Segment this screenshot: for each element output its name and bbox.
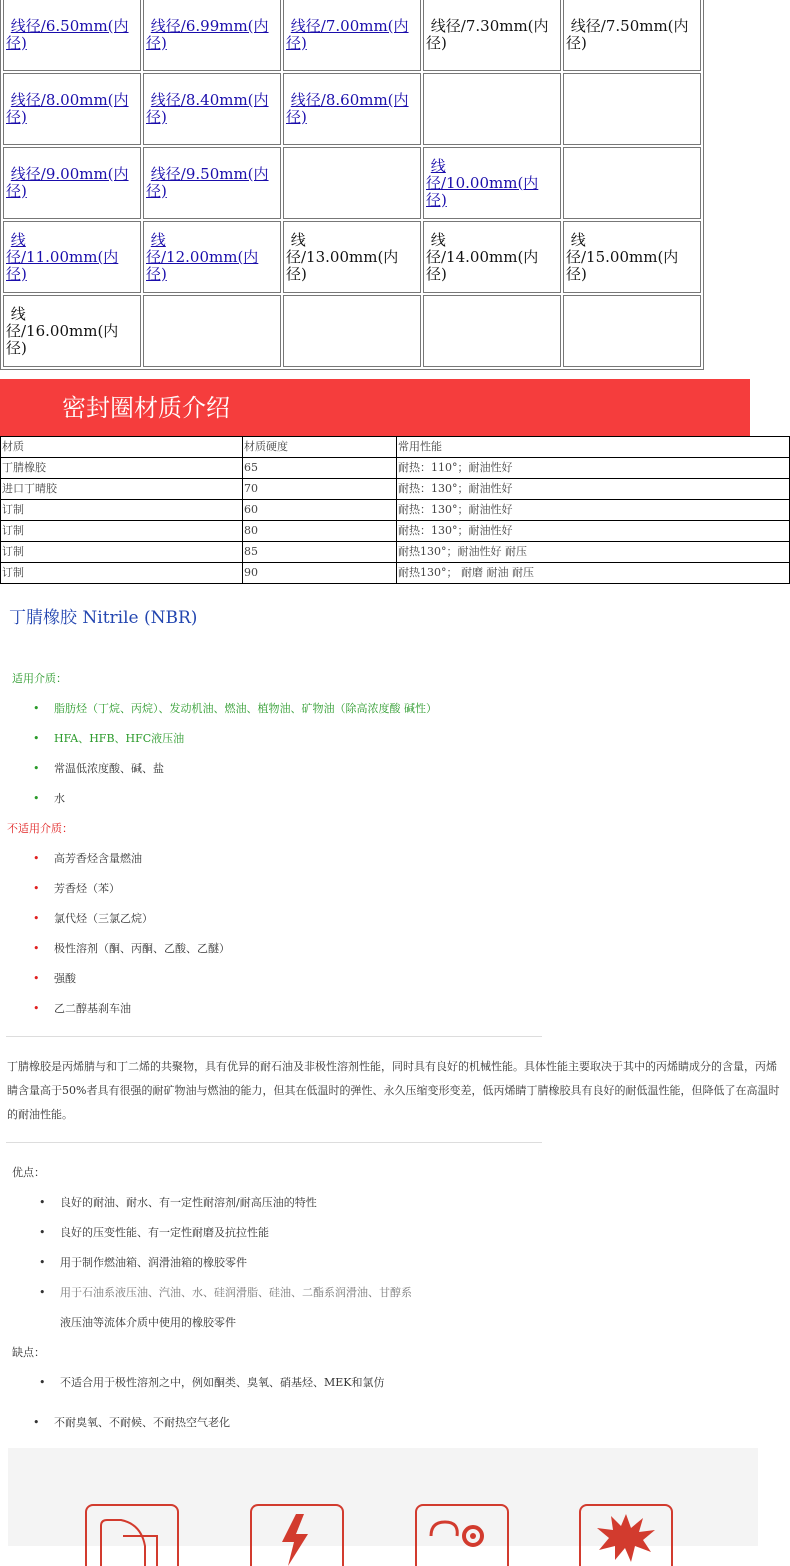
feature-icons-panel (8, 1448, 758, 1546)
burst-icon (581, 1506, 671, 1566)
size-grid-cell (563, 221, 701, 293)
size-grid-cell (143, 295, 281, 367)
size-grid-cell[interactable] (143, 221, 281, 293)
table-cell: 订制 (1, 563, 243, 584)
table-cell: 进口丁晴胶 (1, 479, 243, 500)
table-cell: 订制 (1, 542, 243, 563)
size-grid-cell (3, 295, 141, 367)
table-cell: 耐热130°； 耐磨 耐油 耐压 (397, 563, 790, 584)
size-grid-row (3, 295, 701, 367)
size-grid-cell (283, 295, 421, 367)
size-grid-row (3, 221, 701, 293)
size-label: 线径/7.50mm(内径) (566, 17, 689, 52)
pros-item: 用于制作燃油箱、润滑油箱的橡胶零件 (60, 1256, 247, 1269)
size-label: 线径/15.00mm(内径) (566, 230, 679, 283)
size-label: 线径/13.00mm(内径) (286, 230, 399, 283)
material-table-row (1, 542, 790, 563)
bullet-icon: • (39, 1286, 46, 1299)
materials-banner (0, 379, 750, 436)
size-link[interactable]: 线径/10.00mm(内径) (426, 156, 539, 209)
size-link[interactable]: 线径/11.00mm(内径) (6, 230, 119, 283)
unsuitable-item: 氯代烃（三氯乙烷） (54, 912, 153, 925)
size-grid-cell (563, 147, 701, 219)
pros-item: 用于石油系液压油、汽油、水、硅润滑脂、硅油、二酯系润滑油、甘醇系 (60, 1286, 412, 1299)
size-grid-cell[interactable] (3, 0, 141, 71)
table-cell: 订制 (1, 521, 243, 542)
unsuitable-item: 高芳香烃含量燃油 (54, 852, 142, 865)
table-cell: 订制 (1, 500, 243, 521)
size-grid (0, 0, 704, 370)
unsuitable-item: 强酸 (54, 972, 76, 985)
size-link[interactable]: 线径/6.50mm(内径) (6, 17, 129, 52)
pros-item: 良好的压变性能、有一定性耐磨及抗拉性能 (60, 1226, 269, 1239)
size-grid-row (3, 73, 701, 145)
size-grid-cell[interactable] (283, 0, 421, 71)
size-grid-cell[interactable] (3, 221, 141, 293)
lightning-icon (252, 1506, 342, 1566)
pros-item: 良好的耐油、耐水、有一定性耐溶剂/耐高压油的特性 (60, 1196, 317, 1209)
table-cell: 耐热：130°；耐油性好 (397, 500, 790, 521)
table-cell: 耐热：110°；耐油性好 (397, 458, 790, 479)
divider (6, 1142, 542, 1143)
material-table-row (1, 458, 790, 479)
table-cell: 80 (243, 521, 397, 542)
size-grid-cell (563, 295, 701, 367)
size-link[interactable]: 线径/7.00mm(内径) (286, 17, 409, 52)
material-table-row (1, 563, 790, 584)
bullet-icon: • (33, 732, 40, 745)
size-grid-row (3, 147, 701, 219)
size-link[interactable]: 线径/12.00mm(内径) (146, 230, 259, 283)
bullet-icon: • (33, 912, 40, 925)
suitable-item: HFA、HFB、HFC液压油 (54, 732, 185, 745)
table-cell: 85 (243, 542, 397, 563)
bullet-icon: • (33, 972, 40, 985)
document-icon (87, 1506, 177, 1566)
size-link[interactable]: 线径/8.40mm(内径) (146, 91, 269, 126)
bullet-icon: • (39, 1376, 46, 1389)
size-grid-cell (423, 221, 561, 293)
size-grid-cell (563, 0, 701, 71)
table-cell: 丁腈橡胶 (1, 458, 243, 479)
header-cell: 常用性能 (397, 437, 790, 458)
divider (6, 1036, 542, 1037)
size-grid-cell[interactable] (3, 147, 141, 219)
table-cell: 90 (243, 563, 397, 584)
size-grid-cell[interactable] (3, 73, 141, 145)
bullet-icon: • (33, 792, 40, 805)
size-grid-row (3, 0, 701, 71)
table-cell: 耐热：130°；耐油性好 (397, 479, 790, 500)
bullet-icon: • (33, 1002, 40, 1015)
material-table-row (1, 521, 790, 542)
bullet-icon: • (33, 882, 40, 895)
nbr-title: 丁腈橡胶 Nitrile (NBR) (9, 608, 198, 628)
size-grid-cell (283, 221, 421, 293)
suitable-label: 适用介质： (12, 672, 67, 685)
oil-resistance-icon (85, 1504, 179, 1566)
bullet-icon: • (39, 1196, 46, 1209)
size-link[interactable]: 线径/8.00mm(内径) (6, 91, 129, 126)
temperature-icon (415, 1504, 509, 1566)
suitable-item: 水 (54, 792, 65, 805)
size-grid-cell (423, 0, 561, 71)
size-link[interactable]: 线径/8.60mm(内径) (286, 91, 409, 126)
size-grid-cell[interactable] (423, 147, 561, 219)
bullet-icon: • (33, 942, 40, 955)
unsuitable-item: 乙二醇基刹车油 (54, 1002, 131, 1015)
table-cell: 65 (243, 458, 397, 479)
size-link[interactable]: 线径/6.99mm(内径) (146, 17, 269, 52)
header-cell: 材质 (1, 437, 243, 458)
size-label: 线径/16.00mm(内径) (6, 304, 119, 357)
size-grid-cell[interactable] (143, 73, 281, 145)
nbr-description: 丁腈橡胶是丙烯腈与和丁二烯的共聚物，具有优异的耐石油及非极性溶剂性能，同时具有良好的机械性能。具体性能主要取决于其中的丙烯睛成分的含量，丙烯睛含量高于50%者具有很强的耐矿物油与燃油的能力，但其在低温时的弹性、永久压缩变形变差，低丙烯睛丁腈橡胶具有良好的耐低温性能，但降低了在高温时的耐油性能。 (7, 1060, 780, 1121)
banner-title: 密封圈材质介绍 (62, 394, 230, 422)
table-cell: 70 (243, 479, 397, 500)
suitable-item: 脂肪烃（丁烷、丙烷）、发动机油、燃油、植物油、矿物油（除高浓度酸 碱性） (54, 702, 437, 715)
material-table-row (1, 500, 790, 521)
material-table-header (1, 437, 790, 458)
unsuitable-item: 极性溶剂（酮、丙酮、乙酸、乙醚） (54, 942, 230, 955)
size-link[interactable]: 线径/9.00mm(内径) (6, 165, 129, 200)
size-grid-cell (283, 147, 421, 219)
bullet-icon: • (39, 1226, 46, 1239)
header-cell: 材质硬度 (243, 437, 397, 458)
cons-item: 不耐臭氧、不耐候、不耐热空气老化 (54, 1416, 230, 1429)
size-grid-cell[interactable] (143, 0, 281, 71)
size-grid-cell (423, 73, 561, 145)
gear-icon (417, 1506, 507, 1566)
cons-item: 不适合用于极性溶剂之中，例如酮类、臭氧、硝基烃、MEK和氯仿 (60, 1376, 385, 1389)
material-table-row (1, 479, 790, 500)
bullet-icon: • (33, 852, 40, 865)
bullet-icon: • (33, 1416, 40, 1429)
bullet-icon: • (33, 702, 40, 715)
size-link[interactable]: 线径/9.50mm(内径) (146, 165, 269, 200)
pros-label: 优点： (12, 1166, 45, 1179)
table-cell: 耐热130°；耐油性好 耐压 (397, 542, 790, 563)
bullet-icon: • (39, 1256, 46, 1269)
size-label: 线径/7.30mm(内径) (426, 17, 549, 52)
voltage-icon (250, 1504, 344, 1566)
unsuitable-label: 不适用介质： (7, 822, 73, 835)
size-grid-cell[interactable] (283, 73, 421, 145)
cons-label: 缺点： (12, 1346, 45, 1359)
size-grid-cell (423, 295, 561, 367)
table-cell: 耐热：130°；耐油性好 (397, 521, 790, 542)
size-grid-cell[interactable] (143, 147, 281, 219)
size-grid-cell (563, 73, 701, 145)
unsuitable-item: 芳香烃（苯） (54, 882, 120, 895)
size-label: 线径/14.00mm(内径) (426, 230, 539, 283)
explosion-icon (579, 1504, 673, 1566)
suitable-item: 常温低浓度酸、碱、盐 (54, 762, 164, 775)
bullet-icon: • (33, 762, 40, 775)
pros-continuation: 液压油等流体介质中使用的橡胶零件 (60, 1316, 236, 1329)
table-cell: 60 (243, 500, 397, 521)
material-table (0, 436, 790, 584)
